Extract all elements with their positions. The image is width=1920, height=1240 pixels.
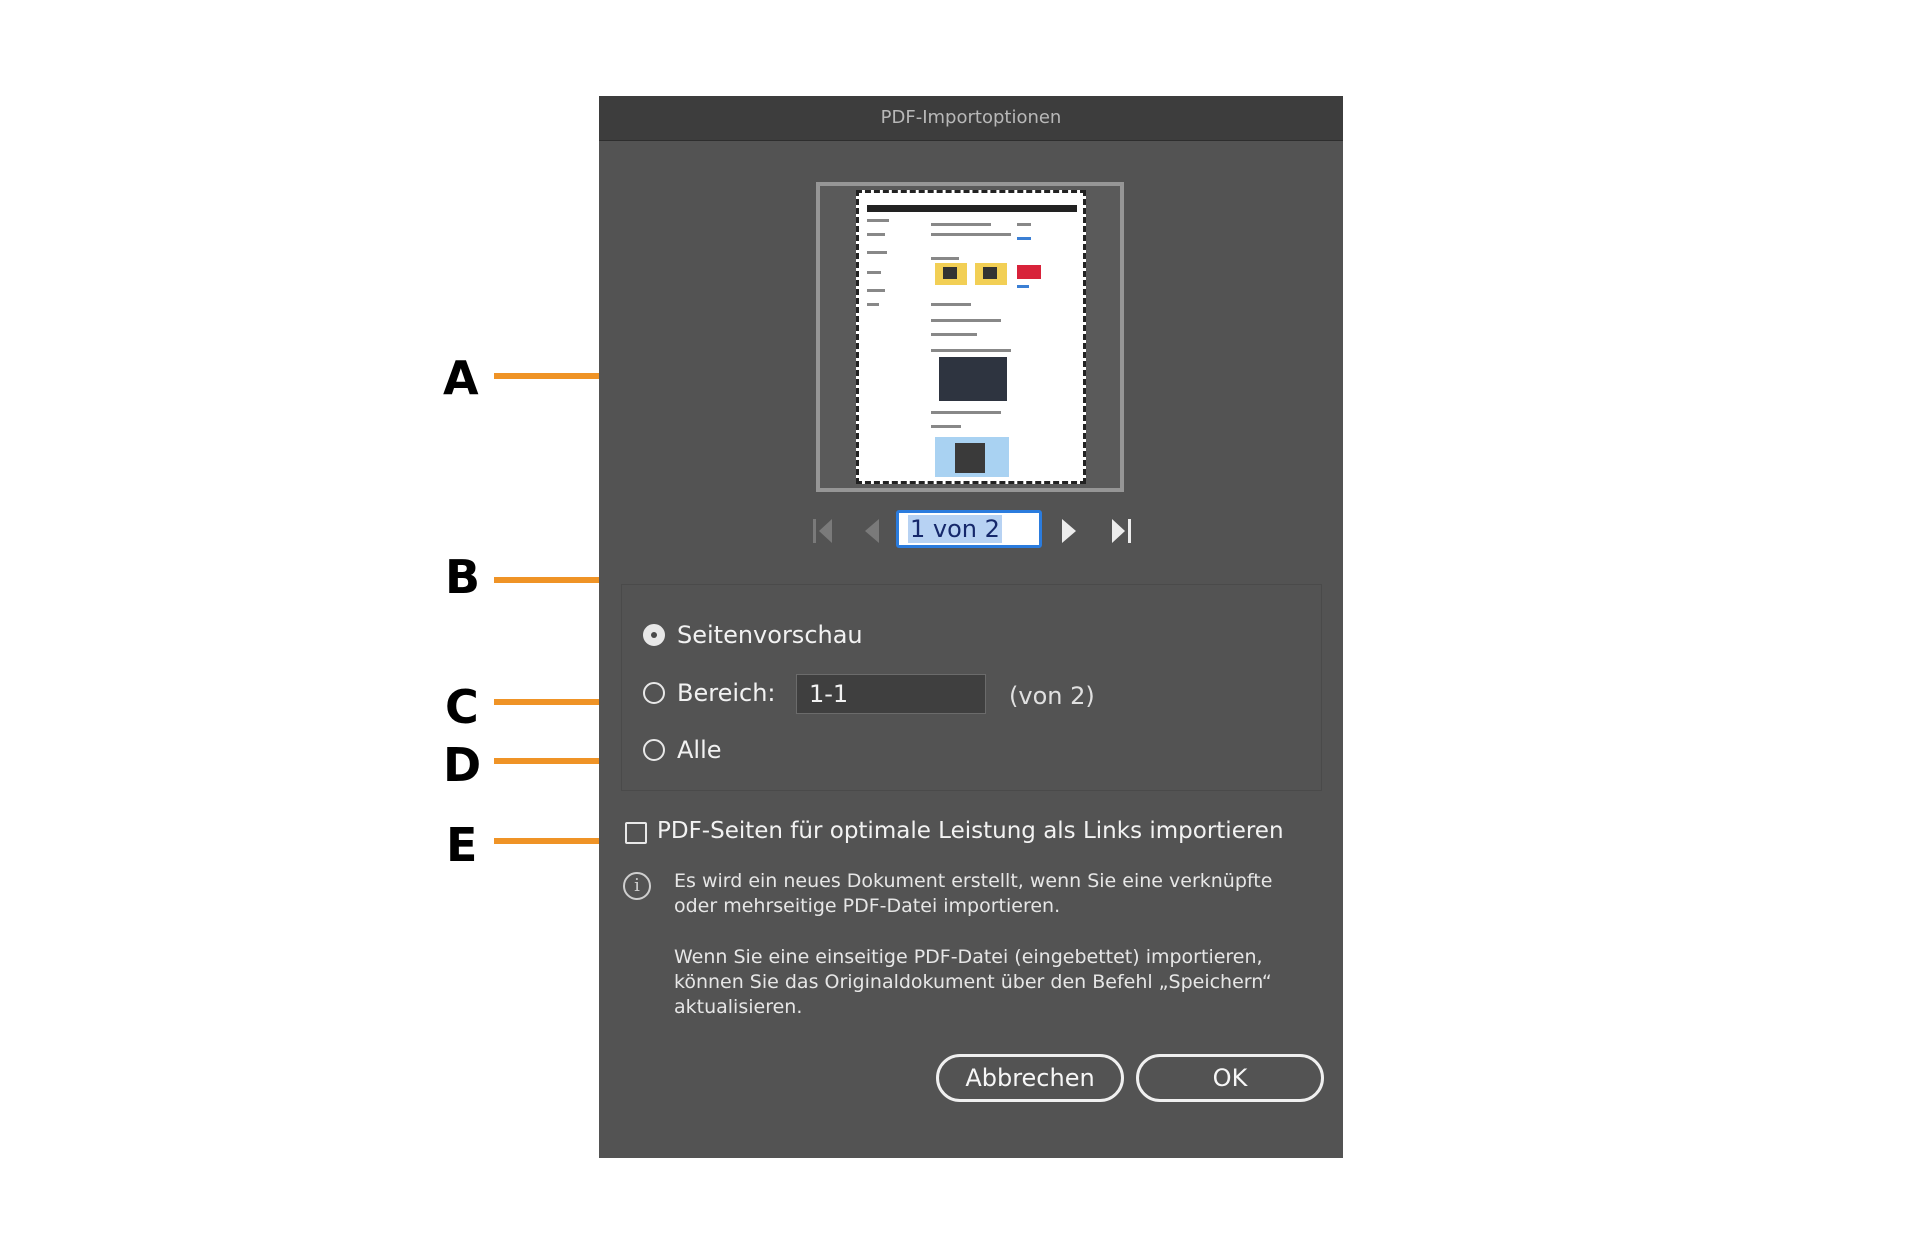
range-of-total: (von 2): [1009, 682, 1095, 710]
callout-b: B: [445, 550, 481, 604]
next-page-icon[interactable]: [1060, 518, 1078, 544]
thumb-text-line: [931, 319, 1001, 322]
pdf-import-dialog: [599, 96, 1343, 1158]
thumb-text-line: [931, 303, 971, 306]
thumb-image: [955, 443, 985, 473]
thumb-text-line: [931, 411, 1001, 414]
dialog-title: PDF-Importoptionen: [599, 96, 1343, 141]
info-text-1-line-1: Es wird ein neues Dokument erstellt, wenn Sie eine verknüpfte: [674, 870, 1273, 892]
callout-e: E: [446, 818, 478, 872]
thumb-image: [939, 357, 1007, 401]
radio-page-preview-label[interactable]: Seitenvorschau: [677, 621, 863, 649]
callout-a: A: [443, 351, 479, 405]
info-text-2-line-1: Wenn Sie eine einseitige PDF-Datei (eingebettet) importieren,: [674, 946, 1263, 968]
thumb-text-line: [867, 251, 887, 254]
thumb-text-line: [867, 233, 885, 236]
import-as-links-label[interactable]: PDF-Seiten für optimale Leistung als Links importieren: [657, 818, 1284, 844]
thumb-text-line: [867, 303, 879, 306]
first-page-icon[interactable]: [811, 518, 835, 544]
radio-all[interactable]: [643, 739, 665, 761]
import-as-links-checkbox[interactable]: [625, 822, 647, 844]
page-number-field[interactable]: [896, 510, 1042, 548]
radio-range-label[interactable]: Bereich:: [677, 679, 776, 707]
thumb-text-line: [867, 219, 889, 222]
thumb-text-line: [1017, 223, 1031, 226]
thumb-text-line: [931, 233, 1011, 236]
thumb-header-bar: [867, 205, 1077, 212]
thumb-text-line: [1017, 237, 1031, 240]
radio-all-label[interactable]: Alle: [677, 736, 722, 764]
radio-range[interactable]: [643, 682, 665, 704]
thumb-text-line: [867, 271, 881, 274]
last-page-icon[interactable]: [1109, 518, 1133, 544]
callout-d: D: [443, 738, 482, 792]
cancel-button[interactable]: Abbrechen: [936, 1054, 1124, 1102]
page-number-value: 1 von 2: [910, 515, 1000, 543]
thumb-text-line: [867, 289, 885, 292]
ok-button[interactable]: OK: [1136, 1054, 1324, 1102]
info-text-2-line-2: können Sie das Originaldokument über den Befehl „Speichern“: [674, 971, 1272, 993]
thumb-text-line: [931, 425, 961, 428]
range-input[interactable]: 1-1: [796, 674, 986, 714]
info-icon: i: [623, 872, 651, 900]
page-preview: [816, 182, 1124, 492]
radio-page-preview[interactable]: [643, 624, 665, 646]
thumb-text-line: [931, 257, 959, 260]
info-text-1-line-2: oder mehrseitige PDF-Datei importieren.: [674, 895, 1061, 917]
thumb-text-line: [1017, 285, 1029, 288]
page-thumbnail: [856, 190, 1086, 484]
previous-page-icon[interactable]: [863, 518, 881, 544]
thumb-image: [1017, 265, 1041, 279]
thumb-text-line: [931, 333, 977, 336]
info-text-2-line-3: aktualisieren.: [674, 996, 803, 1018]
thumb-image: [943, 267, 957, 279]
thumb-text-line: [931, 349, 1011, 352]
thumb-text-line: [931, 223, 991, 226]
thumb-image: [983, 267, 997, 279]
callout-c: C: [445, 680, 479, 734]
